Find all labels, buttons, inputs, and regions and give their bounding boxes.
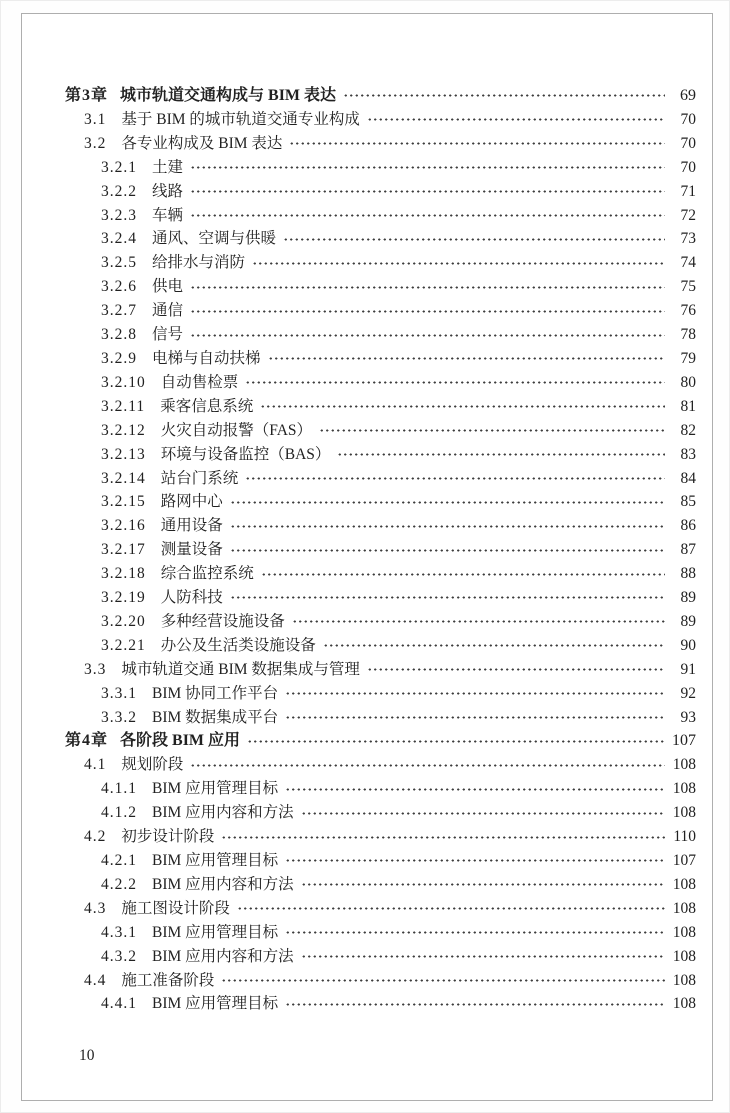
- toc-entry-title: 给排水与消防: [152, 254, 246, 272]
- toc-entry-title: 人防科技: [160, 589, 223, 607]
- dot-leader: [301, 954, 665, 959]
- toc-entry-page: 108: [672, 875, 696, 893]
- toc-entry: [65, 682, 696, 706]
- toc-entry-title: BIM 应用管理目标: [152, 923, 279, 941]
- toc-entry: [65, 84, 696, 108]
- toc-entry-number: 4.1.1: [101, 780, 137, 798]
- toc-list: [65, 84, 696, 1016]
- toc-entry-page: 92: [680, 684, 696, 702]
- toc-entry-number: 3.2.10: [101, 373, 146, 391]
- toc-entry: [65, 586, 696, 610]
- toc-entry: [65, 849, 696, 873]
- toc-entry-title: 路网中心: [160, 493, 223, 511]
- toc-entry-page: 73: [680, 230, 696, 248]
- dot-leader: [230, 524, 665, 529]
- toc-entry-number: 3.2.9: [101, 349, 137, 367]
- toc-entry: [65, 610, 696, 634]
- dot-leader: [285, 787, 665, 792]
- toc-entry: [65, 753, 696, 777]
- toc-entry: [65, 443, 696, 467]
- toc-entry-number: 4.1.2: [101, 804, 137, 822]
- dot-leader: [268, 356, 665, 361]
- dot-leader: [285, 691, 665, 696]
- toc-entry-number: 3.2.2: [101, 182, 137, 200]
- toc-entry-page: 108: [672, 899, 696, 917]
- toc-entry-number: 3.2.21: [101, 636, 146, 654]
- toc-entry-page: 81: [680, 397, 696, 415]
- dot-leader: [230, 595, 665, 600]
- toc-entry: [65, 777, 696, 801]
- dot-leader: [221, 978, 665, 983]
- toc-entry: [65, 299, 696, 323]
- toc-entry-number: 3.2.8: [101, 326, 137, 344]
- toc-entry-title: 电梯与自动扶梯: [152, 349, 261, 367]
- toc-entry-page: 78: [680, 326, 696, 344]
- dot-leader: [289, 141, 665, 146]
- toc-entry-number: 4.4.1: [101, 995, 137, 1013]
- toc-entry-number: 3.2.1: [101, 158, 137, 176]
- toc-entry-number: 第4章: [65, 732, 109, 750]
- toc-entry-page: 108: [672, 923, 696, 941]
- toc-entry-number: 3.2.20: [101, 612, 146, 630]
- toc-entry: [65, 275, 696, 299]
- toc-entry-number: 3.3.2: [101, 708, 137, 726]
- toc-entry-number: 3.2: [84, 134, 107, 152]
- dot-leader: [260, 404, 665, 409]
- dot-leader: [367, 117, 665, 122]
- dot-leader: [367, 667, 665, 672]
- dot-leader: [261, 572, 665, 577]
- toc-entry-number: 4.3.1: [101, 923, 137, 941]
- toc-entry-number: 3.2.5: [101, 254, 137, 272]
- toc-entry-number: 4.2: [84, 828, 107, 846]
- toc-entry: [65, 562, 696, 586]
- toc-entry-title: 火灾自动报警（FAS）: [160, 421, 313, 439]
- toc-entry-number: 3.2.13: [101, 445, 146, 463]
- dot-leader: [190, 189, 665, 194]
- page-number-footer: 10: [79, 1047, 95, 1064]
- toc-entry-title: 施工图设计阶段: [121, 899, 230, 917]
- dot-leader: [337, 452, 665, 457]
- toc-entry-page: 70: [680, 110, 696, 128]
- toc-entry-title: BIM 应用管理目标: [152, 995, 279, 1013]
- toc-entry: [65, 921, 696, 945]
- toc-entry-page: 75: [680, 278, 696, 296]
- toc-entry-number: 4.2.2: [101, 875, 137, 893]
- toc-entry-title: 各阶段 BIM 应用: [120, 732, 241, 750]
- dot-leader: [190, 763, 665, 768]
- toc-entry-number: 3.2.12: [101, 421, 146, 439]
- dot-leader: [292, 619, 665, 624]
- toc-entry: [65, 945, 696, 969]
- toc-entry-page: 85: [680, 493, 696, 511]
- toc-entry-title: 环境与设备监控（BAS）: [160, 445, 331, 463]
- toc-entry: [65, 490, 696, 514]
- dot-leader: [247, 739, 665, 744]
- toc-entry-title: 通用设备: [160, 517, 223, 535]
- toc-entry-page: 108: [672, 804, 696, 822]
- dot-leader: [230, 500, 665, 505]
- toc-entry-page: 91: [680, 660, 696, 678]
- toc-entry-page: 83: [680, 445, 696, 463]
- toc-entry: [65, 706, 696, 730]
- toc-entry-number: 3.2.7: [101, 302, 137, 320]
- toc-entry-title: 多种经营设施设备: [160, 612, 285, 630]
- toc-entry-page: 72: [680, 206, 696, 224]
- toc-entry-number: 3.2.6: [101, 278, 137, 296]
- toc-entry-page: 87: [680, 541, 696, 559]
- toc-entry-number: 3.2.11: [101, 397, 146, 415]
- toc-entry-title: BIM 应用内容和方法: [152, 804, 294, 822]
- dot-leader: [285, 930, 665, 935]
- toc-entry-title: 站台门系统: [160, 469, 239, 487]
- dot-leader: [252, 261, 665, 266]
- toc-entry-title: 线路: [152, 182, 184, 200]
- dot-leader: [190, 165, 665, 170]
- dot-leader: [245, 380, 665, 385]
- toc-entry: [65, 897, 696, 921]
- dot-leader: [230, 548, 665, 553]
- toc-entry: [65, 658, 696, 682]
- toc-entry-page: 84: [680, 469, 696, 487]
- toc-entry-title: 规划阶段: [121, 756, 184, 774]
- toc-entry: [65, 227, 696, 251]
- dot-leader: [323, 643, 665, 648]
- toc-entry: [65, 538, 696, 562]
- toc-entry-title: 信号: [152, 326, 184, 344]
- toc-entry-title: BIM 应用管理目标: [152, 852, 279, 869]
- toc-entry: [65, 825, 696, 849]
- dot-leader: [190, 285, 665, 290]
- toc-entry-page: 108: [672, 947, 696, 965]
- toc-entry-number: 第3章: [65, 87, 109, 104]
- toc-entry-title: 城市轨道交通构成与 BIM 表达: [120, 87, 337, 104]
- toc-entry-number: 4.3.2: [101, 947, 137, 965]
- dot-leader: [301, 882, 665, 887]
- dot-leader: [190, 309, 665, 314]
- dot-leader: [319, 428, 665, 433]
- toc-entry: [65, 251, 696, 275]
- toc-entry-page: 70: [680, 158, 696, 176]
- dot-leader: [343, 93, 665, 98]
- toc-entry-page: 71: [680, 182, 696, 200]
- toc-entry: [65, 371, 696, 395]
- toc-entry-number: 4.2.1: [101, 852, 137, 869]
- toc-entry: [65, 347, 696, 371]
- toc-entry-page: 70: [680, 134, 696, 152]
- toc-entry-title: BIM 应用管理目标: [152, 780, 279, 798]
- toc-entry: [65, 395, 696, 419]
- toc-entry-number: 3.2.16: [101, 517, 146, 535]
- toc-entry-page: 108: [672, 995, 696, 1013]
- toc-entry: [65, 873, 696, 897]
- toc-entry-title: 自动售检票: [160, 373, 239, 391]
- toc-entry-title: 办公及生活类设施设备: [160, 636, 316, 654]
- toc-entry-number: 4.3: [84, 899, 107, 917]
- toc-entry-page: 88: [680, 565, 696, 583]
- toc-entry-title: 土建: [152, 158, 184, 176]
- toc-entry-number: 3.2.18: [101, 565, 146, 583]
- toc-entry-number: 3.2.17: [101, 541, 146, 559]
- toc-entry-page: 93: [680, 708, 696, 726]
- toc-entry-title: 车辆: [152, 206, 184, 224]
- toc-entry-page: 107: [672, 732, 696, 750]
- dot-leader: [190, 213, 665, 218]
- toc-entry: [65, 419, 696, 443]
- toc-entry: [65, 180, 696, 204]
- toc-entry-number: 3.2.15: [101, 493, 146, 511]
- dot-leader: [285, 715, 665, 720]
- toc-entry-title: 通信: [152, 302, 184, 320]
- toc-entry-number: 3.2.3: [101, 206, 137, 224]
- dot-leader: [221, 835, 665, 840]
- toc-entry-number: 3.3.1: [101, 684, 137, 702]
- toc-entry-title: 乘客信息系统: [160, 397, 254, 415]
- toc-entry-title: BIM 协同工作平台: [152, 684, 279, 702]
- toc-entry-page: 82: [680, 421, 696, 439]
- toc-entry-number: 3.1: [84, 110, 107, 128]
- toc-entry-page: 86: [680, 517, 696, 535]
- toc-entry: [65, 323, 696, 347]
- dot-leader: [190, 333, 665, 338]
- toc-entry: [65, 729, 696, 753]
- toc-entry: [65, 204, 696, 228]
- toc-entry: [65, 467, 696, 491]
- toc-entry-page: 89: [680, 612, 696, 630]
- toc-entry-page: 110: [673, 828, 696, 846]
- toc-entry-title: 测量设备: [160, 541, 223, 559]
- toc-entry-title: BIM 应用内容和方法: [152, 947, 294, 965]
- toc-entry-page: 80: [680, 373, 696, 391]
- toc-entry: [65, 514, 696, 538]
- dot-leader: [301, 811, 665, 816]
- toc-entry-title: BIM 应用内容和方法: [152, 875, 294, 893]
- toc-entry-page: 89: [680, 589, 696, 607]
- toc-entry-title: 综合监控系统: [160, 565, 254, 583]
- toc-entry-page: 76: [680, 302, 696, 320]
- toc-entry-title: 供电: [152, 278, 184, 296]
- dot-leader: [285, 1002, 665, 1007]
- toc-entry-number: 3.2.14: [101, 469, 146, 487]
- toc-entry-number: 3.2.19: [101, 589, 146, 607]
- toc-entry-number: 4.1: [84, 756, 107, 774]
- toc-entry: [65, 969, 696, 993]
- toc-entry-page: 107: [672, 852, 696, 869]
- toc-entry-page: 108: [672, 971, 696, 989]
- dot-leader: [245, 476, 665, 481]
- toc-entry-page: 74: [680, 254, 696, 272]
- toc-entry-number: 4.4: [84, 971, 107, 989]
- toc-entry-title: 初步设计阶段: [121, 828, 215, 846]
- dot-leader: [237, 906, 665, 911]
- toc-entry-title: 城市轨道交通 BIM 数据集成与管理: [121, 660, 360, 678]
- toc-entry: [65, 108, 696, 132]
- toc-entry-title: 基于 BIM 的城市轨道交通专业构成: [121, 110, 360, 128]
- toc-content: [65, 84, 696, 1016]
- toc-entry-page: 108: [672, 756, 696, 774]
- toc-entry-number: 3.3: [84, 660, 107, 678]
- toc-entry: [65, 156, 696, 180]
- toc-entry-page: 69: [680, 87, 696, 104]
- toc-entry-page: 108: [672, 780, 696, 798]
- toc-entry-title: BIM 数据集成平台: [152, 708, 279, 726]
- toc-entry-title: 施工准备阶段: [121, 971, 215, 989]
- toc-entry-number: 3.2.4: [101, 230, 137, 248]
- toc-entry-title: 通风、空调与供暖: [152, 230, 277, 248]
- toc-entry-page: 90: [680, 636, 696, 654]
- toc-entry: [65, 801, 696, 825]
- toc-entry: [65, 634, 696, 658]
- toc-entry-page: 79: [680, 349, 696, 367]
- dot-leader: [283, 237, 665, 242]
- toc-entry: [65, 992, 696, 1016]
- dot-leader: [285, 858, 665, 863]
- toc-entry: [65, 132, 696, 156]
- toc-entry-title: 各专业构成及 BIM 表达: [121, 134, 283, 152]
